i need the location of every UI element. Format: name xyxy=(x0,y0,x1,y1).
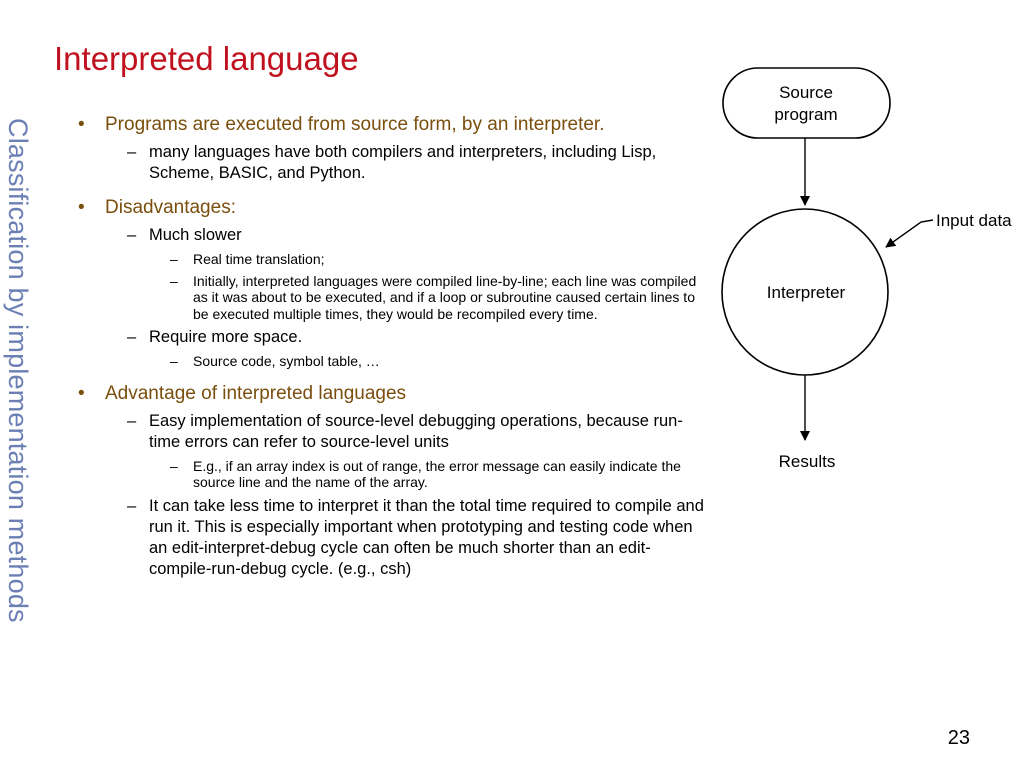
page-number: 23 xyxy=(947,727,970,749)
dash-icon: – xyxy=(170,353,178,369)
arrow-input-to-interpreter xyxy=(886,220,933,247)
sub-sub-bullet-real-time xyxy=(78,251,708,268)
sub-bullet-text: many languages have both compilers and interpreters, including Lisp, Scheme, BASIC, and Python. xyxy=(149,143,657,182)
sub-bullet-languages xyxy=(78,142,708,184)
slide-title: Interpreted language xyxy=(54,40,359,77)
sub-sub-bullet-array-index xyxy=(78,458,708,491)
bullet-text: Disadvantages: xyxy=(105,197,236,218)
sub-sub-bullet-text: Initially, interpreted languages were compiled line-by-line; each line was compiled as it was about to be executed, and if a loop or subroutine caused certain lines to be executed multiple times, they would be recompiled every time. xyxy=(193,272,697,322)
dash-icon: – xyxy=(127,411,137,430)
interpreter-label: Interpreter xyxy=(766,283,846,302)
bullet-text: Advantage of interpreted languages xyxy=(105,382,407,404)
results-label: Results xyxy=(778,452,836,471)
source-program-label-line1: Source xyxy=(779,83,833,102)
sub-sub-bullet-text: E.g., if an array index is out of range, the error message can easily indicate the source line and the name of the array. xyxy=(193,457,681,490)
sub-bullet-text: Easy implementation of source-level debugging operations, because run-time errors can refer to source-level units xyxy=(149,411,683,451)
dash-icon: – xyxy=(127,328,137,346)
sub-bullet-much-slower xyxy=(78,225,708,246)
sub-bullet-debugging xyxy=(78,411,708,453)
sub-bullet-text: Much slower xyxy=(149,226,242,244)
sub-bullet-less-time xyxy=(78,496,708,580)
sub-bullet-text: It can take less time to interpret it than the total time required to compile and run it. This is especially important when prototyping and testing code when an edit-interpret-debug cycle can often be much shorter than an edit-compile-run-debug cycle. (e.g., csh) xyxy=(149,496,704,578)
dash-icon: – xyxy=(170,457,178,474)
sub-bullet-text: Require more space. xyxy=(149,328,303,346)
bullet-icon: • xyxy=(78,114,85,135)
dash-icon: – xyxy=(127,226,137,244)
input-data-label: Input data xyxy=(936,211,1012,230)
source-program-label-line2: program xyxy=(774,105,838,124)
dash-icon: – xyxy=(170,251,178,267)
bullet-advantages xyxy=(78,382,708,406)
sub-sub-bullet-text: Real time translation; xyxy=(193,251,325,267)
sub-bullet-more-space xyxy=(78,327,708,348)
dash-icon: – xyxy=(127,143,137,161)
sub-sub-bullet-source-code xyxy=(78,353,708,370)
dash-icon: – xyxy=(170,272,178,289)
bullet-text: Programs are executed from source form, by an interpreter. xyxy=(105,114,605,135)
bullet-interpreted-source xyxy=(78,113,708,137)
bullet-disadvantages xyxy=(78,196,708,220)
side-title: Classification by implementation methods xyxy=(3,118,33,623)
sub-sub-bullet-text: Source code, symbol table, … xyxy=(193,353,380,369)
bullet-icon: • xyxy=(78,197,85,218)
source-program-box xyxy=(723,68,890,138)
interpreter-diagram xyxy=(700,60,1024,480)
bullet-list xyxy=(78,113,708,580)
sub-sub-bullet-line-by-line xyxy=(78,273,708,323)
dash-icon: – xyxy=(127,496,137,515)
bullet-icon: • xyxy=(78,382,85,404)
